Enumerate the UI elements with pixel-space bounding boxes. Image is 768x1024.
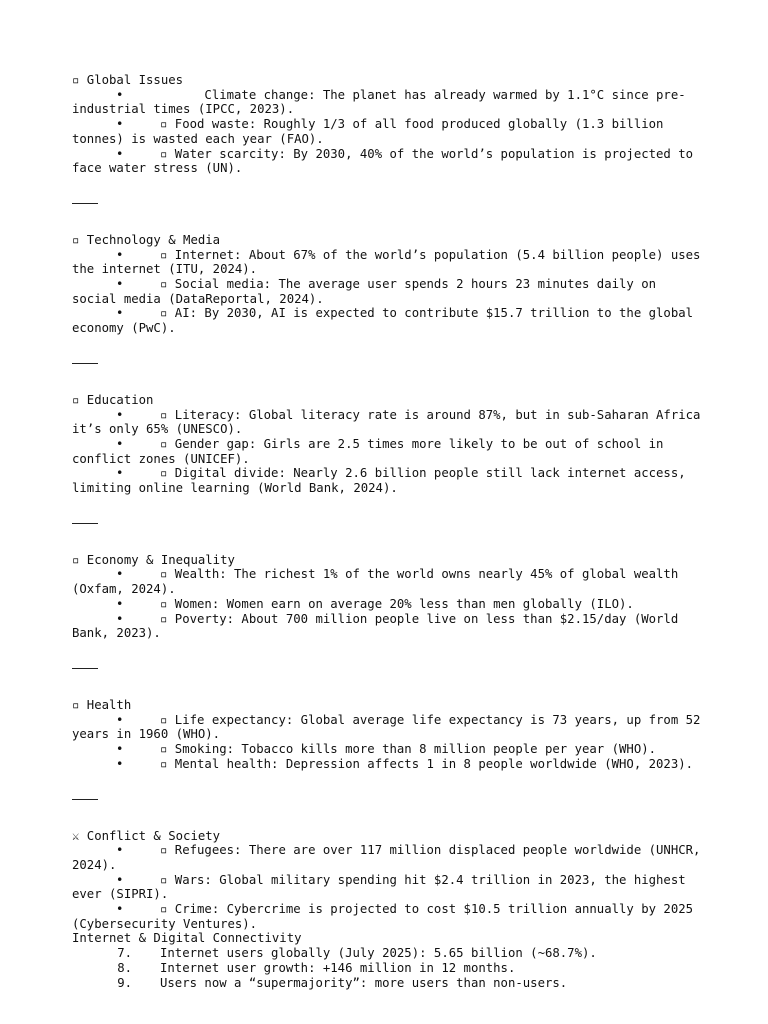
bullet-icon: • <box>116 436 124 451</box>
bullet-icon: • <box>116 306 124 321</box>
divider <box>72 203 98 204</box>
list-item <box>72 277 702 306</box>
section-title: ▫ Health <box>72 697 132 712</box>
list-item <box>72 567 702 596</box>
divider <box>72 363 98 364</box>
numbered-item <box>72 946 702 961</box>
list-item-text: ▫ Digital divide: Nearly 2.6 billion people still lack internet access, limiting online learning (World Bank, 2024). <box>72 466 686 496</box>
list-item <box>72 88 702 117</box>
list-item <box>72 843 702 872</box>
list-item <box>72 437 702 466</box>
section-technology-media <box>72 233 702 336</box>
section-internet-digital <box>72 931 702 990</box>
list-item <box>72 147 702 176</box>
section-title: ▫ Economy & Inequality <box>72 552 235 567</box>
list-item-text: ▫ Wealth: The richest 1% of the world owns nearly 45% of global wealth (Oxfam, 2024). <box>72 567 679 597</box>
section-global-issues <box>72 73 702 176</box>
list-item <box>72 248 702 277</box>
bullet-icon: • <box>116 596 124 611</box>
list-item-text: ▫ Water scarcity: By 2030, 40% of the world’s population is projected to face water stress (UN). <box>72 146 694 176</box>
list-item-text: ▫ Smoking: Tobacco kills more than 8 million people per year (WHO). <box>160 742 657 757</box>
list-item-text: ▫ Poverty: About 700 million people live on less than $2.15/day (World Bank, 2023). <box>72 611 679 641</box>
list-item <box>72 612 702 641</box>
bullet-icon: • <box>116 247 124 262</box>
list-item <box>72 117 702 146</box>
item-text: Internet user growth: +146 million in 12 months. <box>160 960 516 975</box>
bullet-icon: • <box>116 87 124 102</box>
section-title: ▫ Technology & Media <box>72 232 221 247</box>
list-item-text: ▫ Women: Women earn on average 20% less than men globally (ILO). <box>160 596 634 611</box>
numbered-item <box>72 976 702 991</box>
list-item-text: ▫ Literacy: Global literacy rate is around 87%, but in sub-Saharan Africa it’s only 65% (UNESCO). <box>72 407 701 437</box>
list-item-text: Climate change: The planet has already warmed by 1.1°C since pre-industrial times (IPCC, 2023). <box>72 87 686 117</box>
bullet-icon: • <box>116 277 124 292</box>
bullet-icon: • <box>116 146 124 161</box>
list-item-text: ▫ Internet: About 67% of the world’s population (5.4 billion people) uses the internet (ITU, 2024). <box>72 247 701 277</box>
bullet-icon: • <box>116 712 124 727</box>
document-body <box>72 73 702 990</box>
section-conflict-society <box>72 829 702 932</box>
divider <box>72 799 98 800</box>
list-item-text: ▫ Social media: The average user spends 2 hours 23 minutes daily on social media (DataReportal, 2024). <box>72 277 657 306</box>
section-health <box>72 698 702 772</box>
list-item <box>72 306 702 335</box>
item-text: Internet users globally (July 2025): 5.65 billion (~68.7%). <box>160 946 597 961</box>
list-item <box>72 757 702 772</box>
bullet-icon: • <box>116 843 124 858</box>
bullet-icon: • <box>116 567 124 582</box>
section-education <box>72 393 702 496</box>
list-item-text: ▫ Food waste: Roughly 1/3 of all food produced globally (1.3 billion tonnes) is wasted each year (FAO). <box>72 117 664 146</box>
list-item-text: ▫ Refugees: There are over 117 million displaced people worldwide (UNHCR, 2024). <box>72 843 701 872</box>
list-item <box>72 902 702 931</box>
item-number: 9. <box>117 975 132 990</box>
bullet-icon: • <box>116 872 124 887</box>
list-item-text: ▫ Wars: Global military spending hit $2.4 trillion in 2023, the highest ever (SIPRI). <box>72 872 686 902</box>
list-item <box>72 873 702 902</box>
list-item <box>72 466 702 495</box>
bullet-icon: • <box>116 466 124 481</box>
bullet-icon: • <box>116 611 124 626</box>
numbered-item <box>72 961 702 976</box>
list-item-text: ▫ Life expectancy: Global average life expectancy is 73 years, up from 52 years in 1960 (WHO). <box>72 712 701 742</box>
bullet-icon: • <box>116 902 124 917</box>
section-title: Internet & Digital Connectivity <box>72 931 302 946</box>
list-item-text: ▫ Gender gap: Girls are 2.5 times more likely to be out of school in conflict zones (UNICEF). <box>72 436 664 466</box>
bullet-icon: • <box>116 117 124 132</box>
item-number: 7. <box>117 946 132 961</box>
item-text: Users now a “supermajority”: more users than non-users. <box>160 975 568 990</box>
list-item <box>72 713 702 742</box>
list-item-text: ▫ Mental health: Depression affects 1 in 8 people worldwide (WHO, 2023). <box>160 756 694 771</box>
list-item <box>72 597 702 612</box>
section-title: ⚔ Conflict & Society <box>72 828 221 843</box>
list-item-text: ▫ AI: By 2030, AI is expected to contribute $15.7 trillion to the global economy (PwC). <box>72 306 694 336</box>
divider <box>72 523 98 524</box>
list-item-text: ▫ Crime: Cybercrime is projected to cost $10.5 trillion annually by 2025 (Cybersecurity Ventures). <box>72 902 694 931</box>
divider <box>72 668 98 669</box>
list-item <box>72 408 702 437</box>
section-economy-inequality <box>72 553 702 641</box>
bullet-icon: • <box>116 407 124 422</box>
list-item <box>72 742 702 757</box>
bullet-icon: • <box>116 742 124 757</box>
item-number: 8. <box>117 960 132 975</box>
bullet-icon: • <box>116 756 124 771</box>
section-title: ▫ Education <box>72 392 154 407</box>
section-title: ▫ Global Issues <box>72 73 184 87</box>
